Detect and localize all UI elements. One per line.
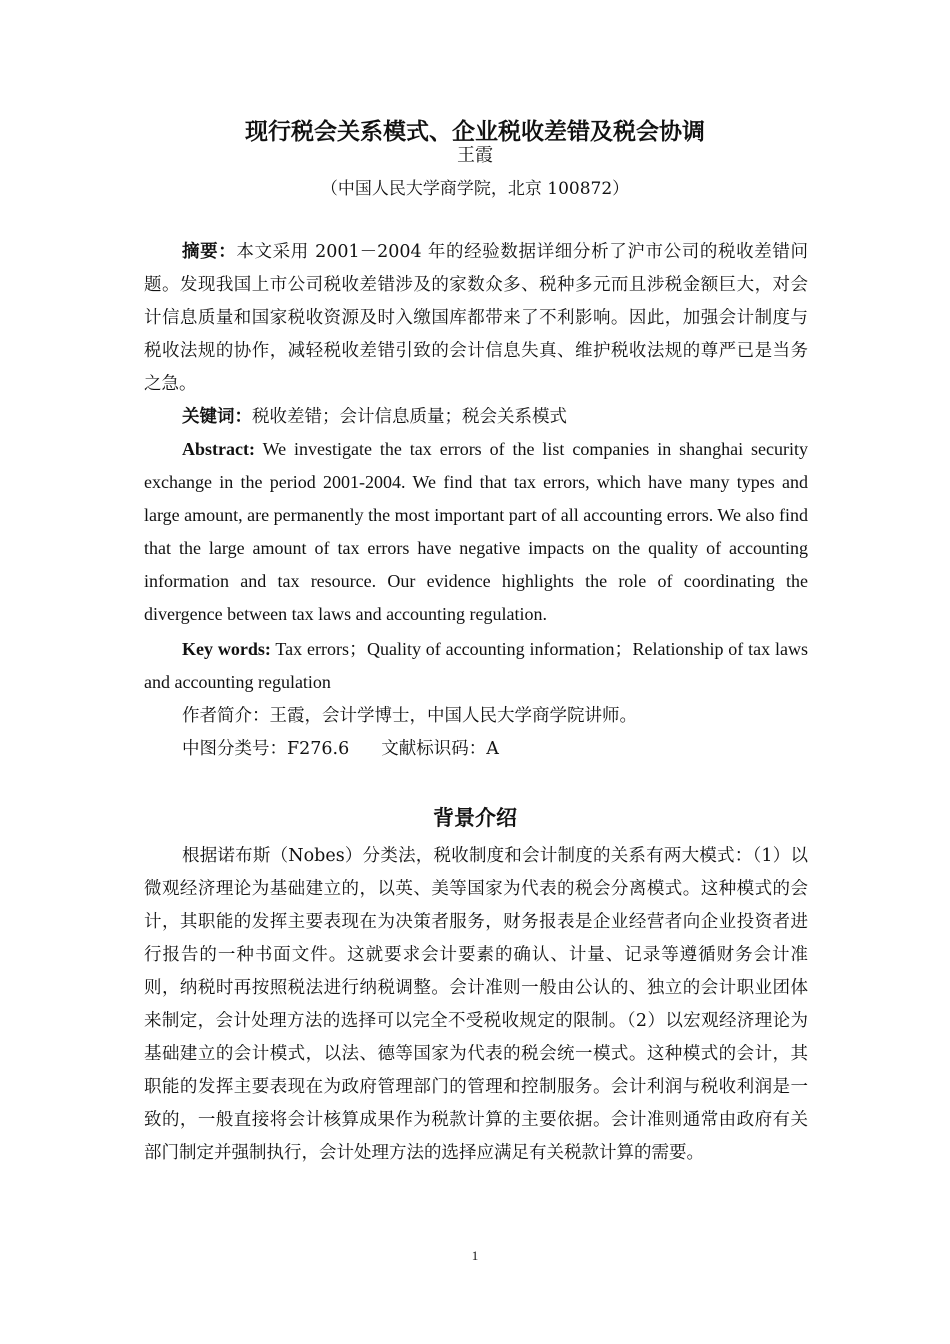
abstract-zh-label: 摘要：: [182, 242, 237, 262]
document-code: 文献标识码：A: [381, 739, 499, 759]
abstract-en-text: We investigate the tax errors of the list companies in shanghai security exchange in the period 2001-2004. We find that tax errors, which have many types and large amount, are permanently the most important part of all accounting errors. We also find that the large amount of tax errors have negative impacts on the quality of accounting information and tax resource. Our evidence highlights the role of coordinating the divergence between tax laws and accounting regulation.: [144, 439, 808, 624]
author-affiliation: （中国人民大学商学院，北京 100872）: [320, 179, 630, 199]
keywords-zh-text: 税收差错；会计信息质量；税会关系模式: [252, 407, 567, 427]
abstract-en: [144, 433, 808, 631]
author-name: 王霞: [457, 145, 493, 166]
body-paragraph: 根据诺布斯（Nobes）分类法，税收制度和会计制度的关系有两大模式：（1）以微观经济理论为基础建立的，以英、美等国家为代表的税会分离模式。这种模式的会计，其职能的发挥主要表现在为决策者服务，财务报表是企业经营者向企业投资者进行报告的一种书面文件。这就要求会计要素的确认、计量、记录等遵循财务会计准则，纳税时再按照税法进行纳税调整。会计准则一般由公认的、独立的会计职业团体来制定，会计处理方法的选择可以完全不受税收规定的限制。（2）以宏观经济理论为基础建立的会计模式，以法、德等国家为代表的税会统一模式。这种模式的会计，其职能的发挥主要表现在为政府管理部门的管理和控制服务。会计利润与税收利润是一致的，一般直接将会计核算成果作为税款计算的主要依据。会计准则通常由政府有关部门制定并强制执行，会计处理方法的选择应满足有关税款计算的需要。: [144, 846, 808, 1163]
keywords-zh-label: 关键词：: [182, 407, 252, 427]
keywords-zh: [144, 401, 808, 434]
keywords-en: [144, 633, 808, 699]
keywords-en-label: Key words:: [182, 639, 271, 659]
abstract-zh-text: 本文采用 2001－2004 年的经验数据详细分析了沪市公司的税收差错问题。发现我国上市公司税收差错涉及的家数众多、税种多元而且涉税金额巨大，对会计信息质量和国家税收资源及时入缴国库都带来了不利影响。因此，加强会计制度与税收法规的协作，减轻税收差错引致的会计信息失真、维护税收法规的尊严已是当务之急。: [144, 242, 809, 394]
paper-title: 现行税会关系模式、企业税收差错及税会协调: [245, 118, 705, 145]
classification-line: [182, 737, 499, 761]
abstract-zh: [144, 236, 808, 401]
page-number: 1: [471, 1248, 479, 1263]
abstract-en-label: Abstract:: [182, 439, 255, 459]
section-heading: 背景介绍: [433, 805, 517, 830]
keywords-en-text: Tax errors；Quality of accounting information；Relationship of tax laws and accounting regulation: [144, 639, 808, 692]
author-bio: 作者简介：王霞，会计学博士，中国人民大学商学院讲师。: [182, 706, 637, 726]
clc-number: 中图分类号：F276.6: [182, 739, 350, 759]
